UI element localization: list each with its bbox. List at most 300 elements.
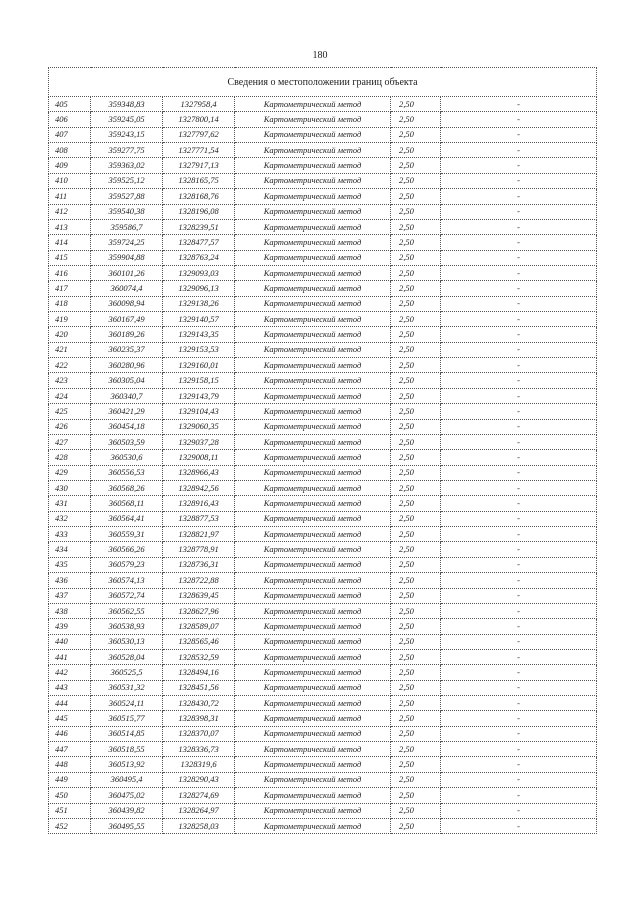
cell-description: - — [441, 312, 597, 327]
cell-description: - — [441, 726, 597, 741]
cell-accuracy: 2,50 — [391, 480, 441, 495]
table-row — [49, 450, 597, 465]
cell-description: - — [441, 803, 597, 818]
cell-coord-y: 1329008,11 — [163, 450, 235, 465]
cell-accuracy: 2,50 — [391, 588, 441, 603]
table-row — [49, 342, 597, 357]
table-row — [49, 373, 597, 388]
cell-coord-x: 360562,55 — [91, 603, 163, 618]
cell-coord-y: 1328168,76 — [163, 189, 235, 204]
table-row — [49, 235, 597, 250]
cell-accuracy: 2,50 — [391, 235, 441, 250]
cell-coord-x: 360421,29 — [91, 404, 163, 419]
cell-method: Картометрический метод — [235, 143, 391, 158]
table-row — [49, 296, 597, 311]
cell-description: - — [441, 465, 597, 480]
cell-coord-x: 360305,04 — [91, 373, 163, 388]
table-row — [49, 112, 597, 127]
table-row — [49, 696, 597, 711]
cell-accuracy: 2,50 — [391, 219, 441, 234]
cell-method: Картометрический метод — [235, 296, 391, 311]
cell-accuracy: 2,50 — [391, 465, 441, 480]
cell-method: Картометрический метод — [235, 327, 391, 342]
cell-method: Картометрический метод — [235, 511, 391, 526]
cell-coord-x: 359525,12 — [91, 173, 163, 188]
cell-description: - — [441, 204, 597, 219]
cell-coord-x: 360566,26 — [91, 542, 163, 557]
cell-method: Картометрический метод — [235, 726, 391, 741]
table-row — [49, 312, 597, 327]
cell-point-number: 430 — [49, 480, 91, 495]
cell-accuracy: 2,50 — [391, 158, 441, 173]
cell-point-number: 449 — [49, 772, 91, 787]
cell-accuracy: 2,50 — [391, 327, 441, 342]
cell-coord-y: 1328398,31 — [163, 711, 235, 726]
cell-method: Картометрический метод — [235, 358, 391, 373]
cell-description: - — [441, 97, 597, 112]
cell-point-number: 424 — [49, 388, 91, 403]
cell-accuracy: 2,50 — [391, 189, 441, 204]
table-row — [49, 419, 597, 434]
cell-coord-y: 1329096,13 — [163, 281, 235, 296]
table-row — [49, 511, 597, 526]
table-row — [49, 143, 597, 158]
cell-description: - — [441, 757, 597, 772]
cell-method: Картометрический метод — [235, 680, 391, 695]
cell-coord-y: 1328274,69 — [163, 788, 235, 803]
cell-coord-y: 1328736,31 — [163, 557, 235, 572]
cell-method: Картометрический метод — [235, 711, 391, 726]
table-row — [49, 634, 597, 649]
cell-description: - — [441, 112, 597, 127]
cell-point-number: 410 — [49, 173, 91, 188]
table-title: Сведения о местоположении границ объекта — [49, 68, 597, 97]
cell-coord-x: 360525,5 — [91, 665, 163, 680]
cell-description: - — [441, 696, 597, 711]
cell-description: - — [441, 588, 597, 603]
cell-method: Картометрический метод — [235, 419, 391, 434]
cell-coord-y: 1328916,43 — [163, 496, 235, 511]
cell-accuracy: 2,50 — [391, 726, 441, 741]
cell-description: - — [441, 603, 597, 618]
cell-coord-y: 1328336,73 — [163, 742, 235, 757]
cell-accuracy: 2,50 — [391, 434, 441, 449]
cell-coord-x: 360098,94 — [91, 296, 163, 311]
cell-accuracy: 2,50 — [391, 265, 441, 280]
table-row — [49, 465, 597, 480]
cell-coord-x: 359363,02 — [91, 158, 163, 173]
cell-coord-y: 1328532,59 — [163, 649, 235, 664]
cell-coord-x: 360574,13 — [91, 573, 163, 588]
cell-point-number: 421 — [49, 342, 91, 357]
page-number: 180 — [312, 50, 328, 61]
cell-method: Картометрический метод — [235, 665, 391, 680]
cell-description: - — [441, 573, 597, 588]
cell-coord-x: 359348,83 — [91, 97, 163, 112]
cell-accuracy: 2,50 — [391, 127, 441, 142]
cell-coord-y: 1328778,91 — [163, 542, 235, 557]
cell-accuracy: 2,50 — [391, 803, 441, 818]
cell-accuracy: 2,50 — [391, 296, 441, 311]
cell-point-number: 417 — [49, 281, 91, 296]
cell-coord-y: 1329143,35 — [163, 327, 235, 342]
cell-coord-y: 1329104,43 — [163, 404, 235, 419]
table-row — [49, 588, 597, 603]
cell-coord-y: 1328589,07 — [163, 619, 235, 634]
cell-coord-y: 1328477,57 — [163, 235, 235, 250]
cell-point-number: 407 — [49, 127, 91, 142]
table-row — [49, 619, 597, 634]
table-row — [49, 480, 597, 495]
cell-accuracy: 2,50 — [391, 419, 441, 434]
table-row — [49, 557, 597, 572]
cell-description: - — [441, 480, 597, 495]
cell-description: - — [441, 680, 597, 695]
table-row — [49, 127, 597, 142]
cell-point-number: 414 — [49, 235, 91, 250]
table-row — [49, 204, 597, 219]
cell-point-number: 437 — [49, 588, 91, 603]
cell-method: Картометрический метод — [235, 465, 391, 480]
cell-point-number: 422 — [49, 358, 91, 373]
table-row — [49, 665, 597, 680]
cell-method: Картометрический метод — [235, 388, 391, 403]
cell-coord-x: 360495,4 — [91, 772, 163, 787]
cell-coord-y: 1328763,24 — [163, 250, 235, 265]
cell-accuracy: 2,50 — [391, 250, 441, 265]
cell-coord-x: 360568,11 — [91, 496, 163, 511]
cell-description: - — [441, 281, 597, 296]
table-row — [49, 772, 597, 787]
cell-point-number: 418 — [49, 296, 91, 311]
cell-point-number: 408 — [49, 143, 91, 158]
cell-method: Картометрический метод — [235, 542, 391, 557]
cell-point-number: 412 — [49, 204, 91, 219]
cell-coord-x: 360280,96 — [91, 358, 163, 373]
cell-coord-y: 1328165,75 — [163, 173, 235, 188]
cell-point-number: 448 — [49, 757, 91, 772]
cell-accuracy: 2,50 — [391, 511, 441, 526]
table-row — [49, 818, 597, 833]
cell-method: Картометрический метод — [235, 588, 391, 603]
cell-point-number: 452 — [49, 818, 91, 833]
cell-coord-x: 359540,38 — [91, 204, 163, 219]
cell-accuracy: 2,50 — [391, 358, 441, 373]
table-row — [49, 281, 597, 296]
cell-accuracy: 2,50 — [391, 603, 441, 618]
cell-description: - — [441, 649, 597, 664]
cell-method: Картометрический метод — [235, 250, 391, 265]
cell-description: - — [441, 450, 597, 465]
table-row — [49, 327, 597, 342]
cell-description: - — [441, 742, 597, 757]
table-row — [49, 496, 597, 511]
table-row — [49, 250, 597, 265]
table-row — [49, 542, 597, 557]
cell-method: Картометрический метод — [235, 634, 391, 649]
cell-point-number: 428 — [49, 450, 91, 465]
cell-description: - — [441, 634, 597, 649]
cell-description: - — [441, 219, 597, 234]
cell-coord-x: 359904,88 — [91, 250, 163, 265]
table-row — [49, 265, 597, 280]
cell-coord-y: 1327771,54 — [163, 143, 235, 158]
table-row — [49, 173, 597, 188]
table-row — [49, 527, 597, 542]
cell-description: - — [441, 189, 597, 204]
cell-description: - — [441, 818, 597, 833]
cell-coord-y: 1328627,96 — [163, 603, 235, 618]
cell-coord-y: 1328722,88 — [163, 573, 235, 588]
cell-coord-y: 1327797,62 — [163, 127, 235, 142]
table-row — [49, 219, 597, 234]
cell-coord-x: 360572,74 — [91, 588, 163, 603]
cell-coord-x: 360538,93 — [91, 619, 163, 634]
cell-description: - — [441, 527, 597, 542]
cell-method: Картометрический метод — [235, 788, 391, 803]
cell-point-number: 447 — [49, 742, 91, 757]
cell-description: - — [441, 265, 597, 280]
cell-accuracy: 2,50 — [391, 173, 441, 188]
table-row — [49, 803, 597, 818]
cell-method: Картометрический метод — [235, 404, 391, 419]
cell-description: - — [441, 342, 597, 357]
cell-method: Картометрический метод — [235, 496, 391, 511]
cell-coord-y: 1329093,03 — [163, 265, 235, 280]
cell-point-number: 427 — [49, 434, 91, 449]
cell-point-number: 413 — [49, 219, 91, 234]
cell-accuracy: 2,50 — [391, 97, 441, 112]
table-row — [49, 742, 597, 757]
table-row — [49, 158, 597, 173]
cell-point-number: 445 — [49, 711, 91, 726]
cell-coord-y: 1328451,56 — [163, 680, 235, 695]
cell-point-number: 426 — [49, 419, 91, 434]
cell-coord-y: 1328966,43 — [163, 465, 235, 480]
cell-coord-x: 360074,4 — [91, 281, 163, 296]
cell-point-number: 431 — [49, 496, 91, 511]
cell-method: Картометрический метод — [235, 434, 391, 449]
cell-accuracy: 2,50 — [391, 342, 441, 357]
cell-coord-x: 360340,7 — [91, 388, 163, 403]
cell-coord-y: 1328264,97 — [163, 803, 235, 818]
cell-accuracy: 2,50 — [391, 388, 441, 403]
cell-method: Картометрический метод — [235, 696, 391, 711]
cell-coord-x: 359586,7 — [91, 219, 163, 234]
table-row — [49, 434, 597, 449]
cell-coord-y: 1329138,26 — [163, 296, 235, 311]
cell-coord-y: 1329140,57 — [163, 312, 235, 327]
cell-method: Картометрический метод — [235, 281, 391, 296]
cell-coord-y: 1328494,16 — [163, 665, 235, 680]
cell-method: Картометрический метод — [235, 527, 391, 542]
cell-accuracy: 2,50 — [391, 573, 441, 588]
cell-method: Картометрический метод — [235, 742, 391, 757]
cell-accuracy: 2,50 — [391, 696, 441, 711]
cell-coord-y: 1329037,28 — [163, 434, 235, 449]
cell-coord-x: 360514,85 — [91, 726, 163, 741]
cell-coord-y: 1328370,07 — [163, 726, 235, 741]
cell-coord-x: 360495,55 — [91, 818, 163, 833]
cell-description: - — [441, 250, 597, 265]
cell-description: - — [441, 127, 597, 142]
cell-coord-y: 1327800,14 — [163, 112, 235, 127]
cell-point-number: 435 — [49, 557, 91, 572]
cell-point-number: 405 — [49, 97, 91, 112]
cell-coord-x: 360556,53 — [91, 465, 163, 480]
cell-coord-y: 1328565,46 — [163, 634, 235, 649]
table-row — [49, 680, 597, 695]
cell-description: - — [441, 434, 597, 449]
cell-coord-x: 360524,11 — [91, 696, 163, 711]
cell-coord-y: 1328239,51 — [163, 219, 235, 234]
cell-point-number: 433 — [49, 527, 91, 542]
cell-accuracy: 2,50 — [391, 204, 441, 219]
cell-coord-x: 360530,13 — [91, 634, 163, 649]
cell-method: Картометрический метод — [235, 112, 391, 127]
cell-point-number: 425 — [49, 404, 91, 419]
cell-coord-x: 360559,31 — [91, 527, 163, 542]
cell-accuracy: 2,50 — [391, 281, 441, 296]
cell-method: Картометрический метод — [235, 480, 391, 495]
cell-description: - — [441, 158, 597, 173]
cell-accuracy: 2,50 — [391, 527, 441, 542]
cell-description: - — [441, 388, 597, 403]
cell-point-number: 443 — [49, 680, 91, 695]
cell-coord-y: 1328942,56 — [163, 480, 235, 495]
cell-accuracy: 2,50 — [391, 542, 441, 557]
cell-point-number: 444 — [49, 696, 91, 711]
cell-description: - — [441, 296, 597, 311]
cell-accuracy: 2,50 — [391, 619, 441, 634]
cell-coord-x: 360513,92 — [91, 757, 163, 772]
cell-accuracy: 2,50 — [391, 757, 441, 772]
cell-description: - — [441, 511, 597, 526]
table-row — [49, 603, 597, 618]
cell-description: - — [441, 358, 597, 373]
cell-method: Картометрический метод — [235, 204, 391, 219]
cell-description: - — [441, 619, 597, 634]
cell-description: - — [441, 772, 597, 787]
table-row — [49, 97, 597, 112]
cell-description: - — [441, 711, 597, 726]
cell-accuracy: 2,50 — [391, 557, 441, 572]
cell-coord-x: 360454,18 — [91, 419, 163, 434]
cell-method: Картометрический метод — [235, 450, 391, 465]
table-row — [49, 189, 597, 204]
cell-method: Картометрический метод — [235, 818, 391, 833]
cell-coord-x: 360579,23 — [91, 557, 163, 572]
cell-coord-y: 1328430,72 — [163, 696, 235, 711]
cell-method: Картометрический метод — [235, 772, 391, 787]
cell-point-number: 409 — [49, 158, 91, 173]
cell-accuracy: 2,50 — [391, 711, 441, 726]
cell-coord-x: 359277,75 — [91, 143, 163, 158]
cell-point-number: 423 — [49, 373, 91, 388]
cell-accuracy: 2,50 — [391, 373, 441, 388]
cell-method: Картометрический метод — [235, 189, 391, 204]
cell-point-number: 419 — [49, 312, 91, 327]
table-row — [49, 573, 597, 588]
cell-coord-x: 359527,88 — [91, 189, 163, 204]
cell-method: Картометрический метод — [235, 573, 391, 588]
cell-description: - — [441, 235, 597, 250]
cell-point-number: 406 — [49, 112, 91, 127]
cell-accuracy: 2,50 — [391, 112, 441, 127]
cell-coord-y: 1329158,15 — [163, 373, 235, 388]
cell-method: Картометрический метод — [235, 803, 391, 818]
cell-point-number: 415 — [49, 250, 91, 265]
cell-coord-y: 1329153,53 — [163, 342, 235, 357]
cell-coord-x: 360101,26 — [91, 265, 163, 280]
cell-description: - — [441, 327, 597, 342]
cell-coord-x: 360503,59 — [91, 434, 163, 449]
cell-method: Картометрический метод — [235, 757, 391, 772]
cell-description: - — [441, 557, 597, 572]
cell-coord-x: 360475,02 — [91, 788, 163, 803]
cell-description: - — [441, 373, 597, 388]
cell-coord-x: 360530,6 — [91, 450, 163, 465]
cell-accuracy: 2,50 — [391, 680, 441, 695]
cell-coord-x: 360235,37 — [91, 342, 163, 357]
cell-accuracy: 2,50 — [391, 496, 441, 511]
cell-point-number: 411 — [49, 189, 91, 204]
cell-coord-y: 1328319,6 — [163, 757, 235, 772]
cell-description: - — [441, 788, 597, 803]
cell-accuracy: 2,50 — [391, 450, 441, 465]
cell-method: Картометрический метод — [235, 312, 391, 327]
cell-method: Картометрический метод — [235, 649, 391, 664]
cell-coord-x: 360189,26 — [91, 327, 163, 342]
cell-point-number: 442 — [49, 665, 91, 680]
cell-coord-x: 360167,49 — [91, 312, 163, 327]
cell-coord-x: 359245,05 — [91, 112, 163, 127]
cell-coord-x: 359724,25 — [91, 235, 163, 250]
cell-accuracy: 2,50 — [391, 772, 441, 787]
table-body — [49, 97, 597, 834]
cell-coord-y: 1328639,45 — [163, 588, 235, 603]
cell-coord-y: 1328821,97 — [163, 527, 235, 542]
cell-point-number: 450 — [49, 788, 91, 803]
cell-coord-y: 1329160,01 — [163, 358, 235, 373]
table-row — [49, 726, 597, 741]
table-row — [49, 649, 597, 664]
cell-point-number: 439 — [49, 619, 91, 634]
cell-point-number: 451 — [49, 803, 91, 818]
cell-coord-x: 360564,41 — [91, 511, 163, 526]
cell-description: - — [441, 173, 597, 188]
cell-accuracy: 2,50 — [391, 143, 441, 158]
cell-description: - — [441, 419, 597, 434]
table-row — [49, 788, 597, 803]
cell-point-number: 441 — [49, 649, 91, 664]
cell-accuracy: 2,50 — [391, 818, 441, 833]
cell-point-number: 436 — [49, 573, 91, 588]
cell-description: - — [441, 665, 597, 680]
cell-coord-x: 360515,77 — [91, 711, 163, 726]
cell-method: Картометрический метод — [235, 158, 391, 173]
cell-method: Картометрический метод — [235, 603, 391, 618]
table-row — [49, 711, 597, 726]
cell-method: Картометрический метод — [235, 342, 391, 357]
cell-coord-y: 1328290,43 — [163, 772, 235, 787]
cell-method: Картометрический метод — [235, 235, 391, 250]
cell-method: Картометрический метод — [235, 619, 391, 634]
cell-method: Картометрический метод — [235, 127, 391, 142]
cell-method: Картометрический метод — [235, 373, 391, 388]
cell-point-number: 432 — [49, 511, 91, 526]
cell-method: Картометрический метод — [235, 219, 391, 234]
